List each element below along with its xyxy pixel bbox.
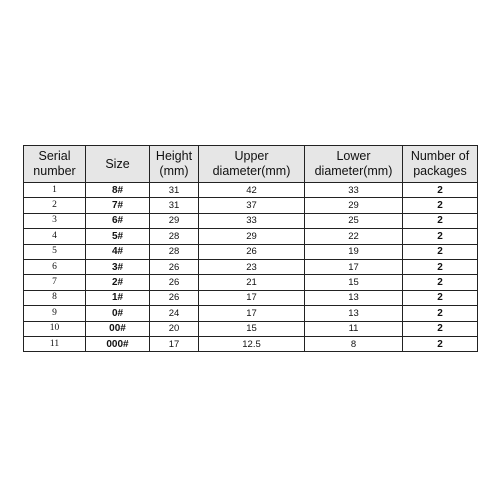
cell-upper-diameter: 21 [199,275,305,290]
cell-serial: 10 [24,321,86,336]
header-upper-diameter [199,146,305,183]
cell-upper-diameter: 12.5 [199,336,305,351]
cell-lower-diameter: 13 [305,306,403,321]
cell-size: 8# [86,183,150,198]
cell-height: 28 [150,244,199,259]
cell-serial: 4 [24,229,86,244]
cell-height: 17 [150,336,199,351]
cell-height: 26 [150,259,199,274]
cell-packages: 2 [403,275,478,290]
header-lower-line-2: diameter(mm) [314,164,393,178]
header-height-line-2: (mm) [159,164,189,178]
cell-packages: 2 [403,213,478,228]
cell-packages: 2 [403,229,478,244]
table-row [24,336,478,351]
table-row [24,213,478,228]
header-size [86,146,150,183]
table-row [24,198,478,213]
cell-upper-diameter: 17 [199,290,305,305]
cell-packages: 2 [403,306,478,321]
cell-upper-diameter: 37 [199,198,305,213]
cell-height: 29 [150,213,199,228]
cell-serial: 3 [24,213,86,228]
cell-upper-diameter: 26 [199,244,305,259]
header-number-of-packages [403,146,478,183]
header-lower-line-1: Lower [336,149,371,163]
header-lower-diameter [305,146,403,183]
cell-size: 00# [86,321,150,336]
size-spec-table [23,145,478,352]
cell-size: 1# [86,290,150,305]
cell-upper-diameter: 33 [199,213,305,228]
cell-packages: 2 [403,336,478,351]
cell-serial: 11 [24,336,86,351]
header-serial-line-2: number [33,164,76,178]
cell-lower-diameter: 13 [305,290,403,305]
cell-lower-diameter: 8 [305,336,403,351]
header-serial-line-1: Serial [38,149,71,163]
cell-upper-diameter: 42 [199,183,305,198]
header-height [150,146,199,183]
cell-height: 24 [150,306,199,321]
cell-size: 2# [86,275,150,290]
cell-upper-diameter: 23 [199,259,305,274]
table-row [24,290,478,305]
table-row [24,306,478,321]
cell-height: 26 [150,275,199,290]
cell-upper-diameter: 15 [199,321,305,336]
cell-lower-diameter: 22 [305,229,403,244]
cell-size: 4# [86,244,150,259]
cell-packages: 2 [403,244,478,259]
header-size-line-1: Size [105,156,130,171]
cell-lower-diameter: 33 [305,183,403,198]
table-row [24,275,478,290]
cell-size: 000# [86,336,150,351]
table-row [24,244,478,259]
cell-size: 3# [86,259,150,274]
cell-packages: 2 [403,290,478,305]
cell-serial: 8 [24,290,86,305]
cell-size: 6# [86,213,150,228]
cell-lower-diameter: 15 [305,275,403,290]
cell-height: 31 [150,183,199,198]
cell-lower-diameter: 19 [305,244,403,259]
table-row [24,259,478,274]
table-header-row [24,146,478,183]
cell-serial: 1 [24,183,86,198]
cell-packages: 2 [403,198,478,213]
cell-lower-diameter: 11 [305,321,403,336]
cell-height: 20 [150,321,199,336]
header-packages-line-1: Number of [410,149,470,163]
table-row [24,229,478,244]
header-upper-line-2: diameter(mm) [212,164,291,178]
cell-height: 28 [150,229,199,244]
header-serial-number [24,146,86,183]
cell-size: 5# [86,229,150,244]
cell-serial: 7 [24,275,86,290]
cell-serial: 6 [24,259,86,274]
cell-packages: 2 [403,259,478,274]
cell-size: 0# [86,306,150,321]
cell-serial: 5 [24,244,86,259]
header-packages-line-2: packages [413,164,467,178]
cell-lower-diameter: 29 [305,198,403,213]
cell-size: 7# [86,198,150,213]
cell-packages: 2 [403,183,478,198]
cell-upper-diameter: 17 [199,306,305,321]
cell-lower-diameter: 17 [305,259,403,274]
header-upper-line-1: Upper [234,149,269,163]
header-height-line-1: Height [155,149,193,163]
cell-serial: 2 [24,198,86,213]
cell-upper-diameter: 29 [199,229,305,244]
cell-height: 31 [150,198,199,213]
table-row [24,183,478,198]
table-row [24,321,478,336]
cell-lower-diameter: 25 [305,213,403,228]
cell-serial: 9 [24,306,86,321]
cell-packages: 2 [403,321,478,336]
cell-height: 26 [150,290,199,305]
